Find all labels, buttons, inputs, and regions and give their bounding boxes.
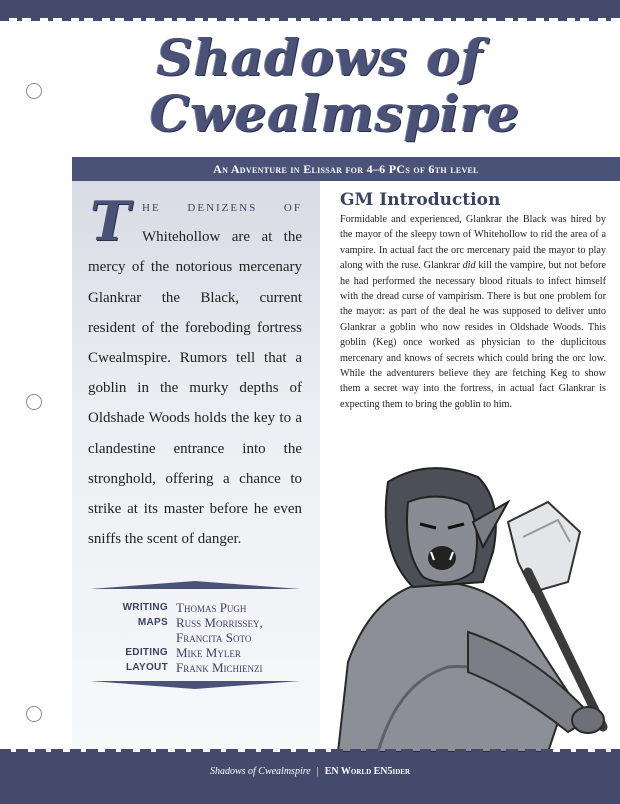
drop-cap: T (89, 189, 131, 253)
credit-row-editing (90, 645, 300, 660)
gm-intro-emphasis: did (462, 260, 476, 272)
title-line-2: Cwealmspire (149, 84, 521, 143)
credit-role: EDITING (125, 647, 168, 658)
credit-role: MAPS (137, 617, 168, 628)
footer-title: Shadows of Cwealmspire (209, 766, 311, 777)
binder-hole-bottom (26, 706, 42, 722)
intro-text (88, 189, 302, 554)
credit-name: Thomas Pugh (176, 600, 247, 615)
gm-intro-heading: GM Introduction (340, 190, 501, 210)
credit-role: LAYOUT (126, 662, 168, 673)
intro-body: Whitehollow are at the mercy of the notorious mercenary Glankrar the Black, current resident of the foreboding fortress Cwealmspire. Rumors tell that a goblin in the murky depths of Oldshade Woods holds the key to a clandestine entrance into the stronghold, offering a chance to strike at its master before he even sniffs the scent of danger. (88, 229, 302, 548)
credit-name (176, 615, 300, 645)
credit-row-maps (90, 615, 300, 645)
credits-block (90, 600, 300, 675)
credits-divider-bottom (90, 680, 300, 690)
intro-lead: he denizens of (142, 199, 302, 215)
gm-intro-body (340, 212, 606, 412)
page-footer (0, 766, 620, 777)
credit-name: Frank Michienzi (176, 660, 263, 675)
top-border-bar (0, 0, 620, 18)
credit-name: Mike Myler (176, 645, 241, 660)
title-line-1: Shadows of (156, 28, 484, 87)
footer-separator: | (316, 766, 319, 777)
credits-divider-top (90, 580, 300, 590)
gm-intro-part2: kill the vampire, but not before he had performed the necessary blood rituals to infect himself with the dread curse of vampirism. There is but one problem for the mayor: as part of the deal he was supposed to deliver unto Glankrar a goblin who now resides in Oldshade Woods. This goblin (Keg) once worked as physician to the duplicitous mercenary and knows of secrets which could bring the orc low. While the adventurers believe they are fetching Keg to show them a secret way into the fortress, in actual fact Glankrar is expecting them to bring the goblin to him. (340, 260, 606, 410)
orc-warrior-illustration (318, 462, 618, 752)
bottom-border-bar (0, 752, 620, 804)
credit-row-layout (90, 660, 300, 675)
credit-name-line: Francita Soto (176, 630, 252, 645)
footer-publication: EN World EN5ider (324, 766, 411, 777)
credit-role: WRITING (122, 602, 168, 613)
binder-hole-top (26, 83, 42, 99)
subtitle-banner: An Adventure in Elissar for 4–6 PCs of 6th level (72, 157, 620, 181)
binder-hole-middle (26, 394, 42, 410)
credit-name-line: Russ Morrissey, (176, 615, 263, 630)
credit-row-writing (90, 600, 300, 615)
gm-intro-part1: Formidable and experienced, Glankrar the Black was hired by the mayor of the sleepy town of Whitehollow to rid the area of a vampire. In actual fact the orc mercenary paid the mayor to play along with the ruse. Glankrar (340, 214, 606, 272)
